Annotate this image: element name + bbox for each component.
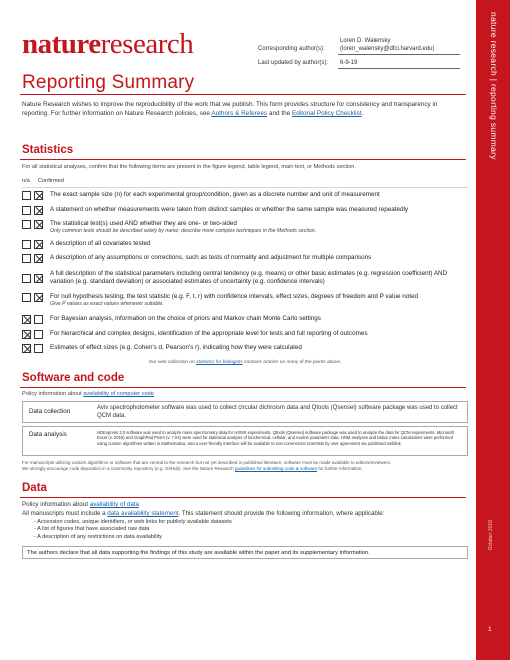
statistics-item-text: A statement on whether measurements were taken from distinct samples or whether the same sample was measured repeatedly [50, 206, 409, 213]
side-banner-text: nature research | reporting summary [489, 12, 499, 160]
software-policy [22, 391, 154, 397]
na-checkbox[interactable] [22, 191, 31, 200]
data-analysis-label: Data analysis [29, 431, 67, 438]
confirmed-checkbox[interactable] [34, 274, 43, 283]
data-collection-box [22, 401, 468, 423]
na-checkbox[interactable] [22, 330, 31, 339]
statistics-item-text: The exact sample size (n) for each experimental group/condition, given as a discrete number and unit of measurement [50, 191, 380, 198]
last-updated-label: Last updated by author(s): [258, 60, 329, 66]
software-note-line1: For manuscripts utilizing custom algorithms or software that are central to the research but not yet described in published literature, software must be made available to editors/reviewers. [22, 460, 392, 465]
column-header-na: n/a [22, 178, 30, 184]
data-policy [22, 501, 139, 508]
data-analysis-text[interactable]: HDExpress 3.0 software was used to analyze mass spectrometry data for HXMS experiments. Qtools (Qsensei) software package was used to analyze the data for QCM experiments. Microsoft Excel (v. 2016) and GraphPad Prism (v. 7.04) were used for statistical analysis of biochemical, cellular, and murine parameter data. HNM analyses and lattice index calculations were performed using custom algorithms written in Mathematica, and a user-friendly interface will be available to non-commercial scientists by user agreement via published weblink. [97, 430, 454, 446]
title-rule [20, 94, 466, 95]
statistics-rule [20, 159, 466, 160]
confirmed-checkbox[interactable] [34, 191, 43, 200]
page-title: Reporting Summary [22, 72, 195, 93]
page-number: 1 [488, 626, 492, 633]
data-availability-statement-link[interactable]: data availability statement [107, 510, 179, 517]
na-checkbox[interactable] [22, 220, 31, 229]
corresponding-author-label: Corresponding author(s): [258, 46, 325, 52]
data-requirement-text-1: All manuscripts must include a [22, 510, 108, 517]
logo-word-nature: nature [22, 28, 101, 60]
statistics-item-note: Only common tests should be described solely by name; describe more complex techniques in the Methods section. [50, 228, 317, 234]
author-name: Loren D. Walensky [340, 38, 391, 44]
na-checkbox[interactable] [22, 274, 31, 283]
list-item: - Accession codes, unique identifiers, or web links for publicly available datasets [34, 519, 232, 525]
statistics-header-divider [22, 187, 468, 188]
side-banner-date: October 2018 [488, 520, 494, 551]
statistics-item-text: For hierarchical and complex designs, identification of the appropriate level for tests and full reporting of outcomes [50, 330, 368, 337]
statistics-item-text: A description of all covariates tested [50, 240, 151, 247]
availability-of-data-link[interactable]: availability of data [89, 501, 139, 508]
na-checkbox[interactable] [22, 206, 31, 215]
intro-paragraph [22, 100, 462, 118]
confirmed-checkbox[interactable] [34, 293, 43, 302]
confirmed-checkbox[interactable] [34, 254, 43, 263]
footnote-text-2: contains articles on many of the points above. [242, 360, 342, 365]
statistics-item-content [50, 293, 468, 308]
author-underline [338, 54, 460, 55]
computer-code-link[interactable]: availability of computer code [83, 391, 154, 397]
statistics-instruction: For all statistical analyses, confirm that the following items are present in the figure legend, table legend, main text, or Methods section. [22, 164, 356, 170]
intro-text-3: . [361, 110, 364, 117]
data-requirements-list [34, 519, 232, 541]
column-header-confirmed: Confirmed [38, 178, 64, 184]
confirmed-checkbox[interactable] [34, 330, 43, 339]
data-collection-label: Data collection [29, 408, 71, 415]
statistics-item-text: For Bayesian analysis, information on the choice of priors and Markov chain Monte Carlo settings [50, 315, 321, 322]
software-note-line2-text: We strongly encourage code deposition in a community repository (e.g. GitHub). See the Nature Research [22, 466, 236, 471]
statistics-heading: Statistics [22, 144, 74, 156]
data-analysis-box [22, 426, 468, 456]
authors-referees-link[interactable]: Authors & Referees [211, 110, 268, 117]
na-checkbox[interactable] [22, 293, 31, 302]
data-policy-text: Policy information about [22, 501, 90, 508]
confirmed-checkbox[interactable] [34, 315, 43, 324]
list-item: - A description of any restrictions on data availability [34, 533, 163, 540]
footnote-text-1: Our web collection on [148, 360, 197, 365]
nature-research-logo [22, 28, 193, 60]
statistics-item-text: For null hypothesis testing, the test statistic (e.g. F, t, r) with confidence intervals, effect sizes, degrees of freedom and P value noted [50, 293, 418, 300]
editorial-checklist-link[interactable]: Editorial Policy Checklist [291, 110, 362, 117]
data-collection-text[interactable]: Aviv spectrophotometer software was used to collect circular dichroism data and Qtools (Qsensei) software package was used to collect QCM data. [97, 405, 458, 419]
software-note-line2-end: for further information. [317, 466, 363, 471]
last-updated-date: 6-9-19 [340, 60, 358, 66]
date-underline [338, 68, 460, 69]
confirmed-checkbox[interactable] [34, 220, 43, 229]
na-checkbox[interactable] [22, 254, 31, 263]
data-heading: Data [22, 482, 47, 494]
confirmed-checkbox[interactable] [34, 344, 43, 353]
na-checkbox[interactable] [22, 240, 31, 249]
software-rule [20, 387, 466, 388]
statistics-item-content [50, 220, 468, 235]
statistics-item-text: A description of any assumptions or corrections, such as tests of normality and adjustment for multiple comparisons [50, 254, 372, 261]
data-requirement-text-2: . This statement should provide the following information, where applicable: [178, 510, 385, 517]
code-guidelines-link[interactable]: guidelines for submitting code & software [235, 466, 318, 471]
statistics-item-text: The statistical test(s) used AND whether they are one- or two-sided [50, 220, 237, 227]
software-heading: Software and code [22, 372, 125, 384]
list-item: - A list of figures that have associated raw data [34, 526, 150, 533]
author-email: (loren_walensky@dfci.harvard.edu) [340, 46, 435, 52]
na-checkbox[interactable] [22, 315, 31, 324]
statistics-item-text: Estimates of effect sizes (e.g. Cohen's d, Pearson's r), indicating how they were calculated [50, 344, 302, 351]
statistics-item-note: Give P values as exact values whenever suitable. [50, 301, 164, 307]
statistics-item-text: A full description of the statistical parameters including central tendency (e.g. means) or other basic estimates (e.g. regression coefficient) AND variation (e.g. standard deviation) or associated estimates of uncertainty (e.g. confidence intervals) [50, 270, 448, 285]
logo-word-research: research [100, 28, 194, 60]
software-policy-text: Policy information about [22, 391, 84, 397]
statistics-for-biologists-link[interactable]: statistics for biologists [196, 360, 243, 365]
confirmed-checkbox[interactable] [34, 206, 43, 215]
statistics-footnote [22, 360, 468, 365]
confirmed-checkbox[interactable] [34, 240, 43, 249]
data-availability-field[interactable]: The authors declare that all data supporting the findings of this study are available within the paper and its supplementary information. [22, 546, 468, 559]
intro-text-1: Nature Research wishes to improve the reproducibility of the work that we publish. This form provides structure for consistency and transparency in reporting. For further information on Nature Research policies, see [22, 101, 438, 117]
data-rule [20, 497, 466, 498]
data-requirement [22, 510, 384, 517]
na-checkbox[interactable] [22, 344, 31, 353]
software-note [22, 460, 468, 472]
intro-text-2: and the [267, 110, 292, 117]
